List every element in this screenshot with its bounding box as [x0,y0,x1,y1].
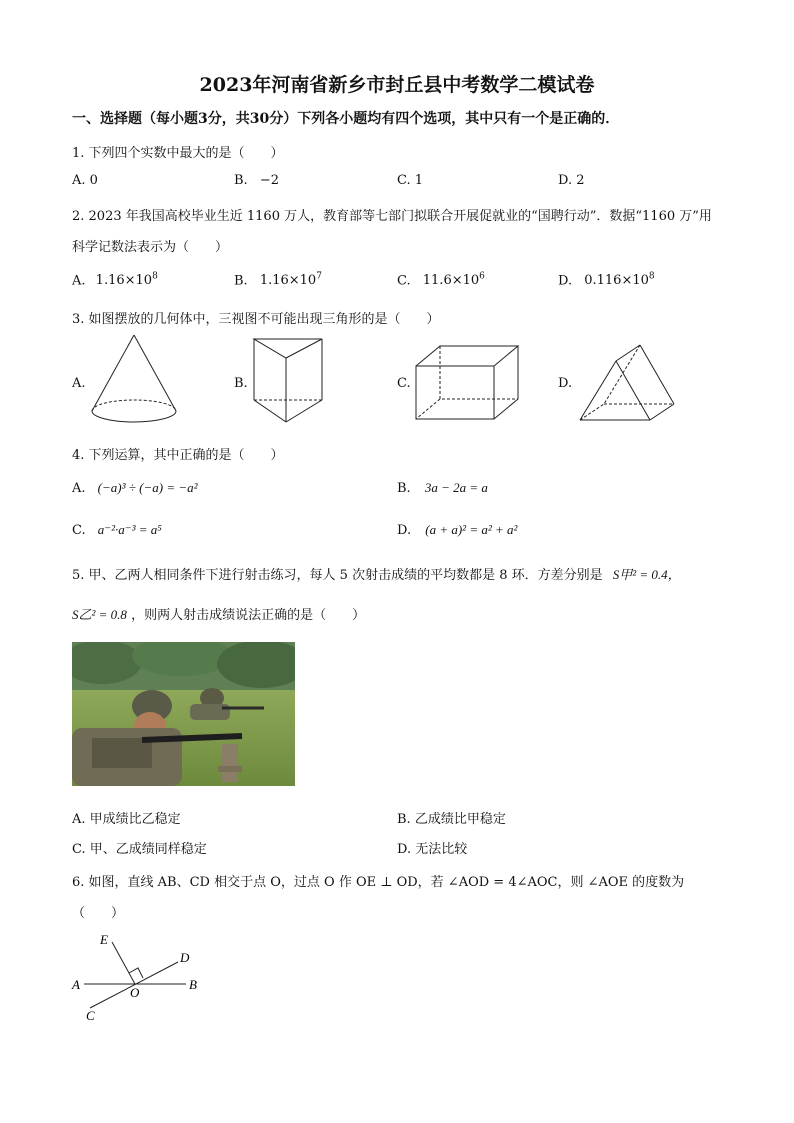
q4-option-c-expr: a⁻²·a⁻³ = a⁵ [97,522,162,537]
q5-option-b: B. 乙成绩比甲稳定 [397,812,506,827]
q1-option-b-label: B. [234,173,248,188]
q2-option-a-label: A. [72,273,86,289]
q2-option-b-label: B. [234,273,248,289]
q4-option-a [72,480,198,496]
label-b: B [189,977,197,992]
label-c: C [86,1008,95,1023]
q4-option-b-label: B. [397,481,411,496]
intersecting-lines-diagram [70,928,210,1028]
q4-option-c-label: C. [72,523,86,538]
question-5-stem-line2 [72,604,365,623]
variance-yi: S乙² = 0.8 [72,607,127,622]
page-title: 2023年河南省新乡市封丘县中考数学二模试卷 [199,74,595,96]
question-3-stem: 3. 如图摆放的几何体中，三视图不可能出现三角形的是（ ） [72,312,440,327]
q2-option-d-label: D. [558,273,573,289]
q4-option-d-label: D. [397,523,412,538]
question-4-stem: 4. 下列运算，其中正确的是（ ） [72,448,284,463]
q1-option-b-value: −2 [259,173,279,188]
q2-option-b [234,272,322,288]
question-1-stem: 1. 下列四个实数中最大的是（ ） [72,146,284,161]
variance-jia: S甲² = 0.4， [612,567,681,582]
q1-option-d: D. 2 [558,173,585,188]
q2-option-c-value: $11.6\times 10^6$ [422,272,485,289]
q1-option-a: A. 0 [72,173,98,188]
question-2-stem-line2: 科学记数法表示为（ ） [72,240,229,255]
label-d: D [180,950,190,965]
q2-option-d-value: $0.116\times 10^8$ [584,272,655,289]
q1-option-b [234,173,279,188]
question-2-stem-line1: 2. 2023 年我国高校毕业生近 1160 万人，教育部等七部门拟联合开展促就业的“国聘行动”．数据“1160 万”用 [72,209,712,224]
triangular-prism-figure [252,336,327,431]
label-e: E [100,932,108,947]
q2-option-c-label: C. [397,273,411,289]
q4-option-b [397,480,488,496]
q4-option-b-expr: 3a − 2a = a [424,480,488,495]
question-5-text: 5. 甲、乙两人相同条件下进行射击练习，每人 5 次射击成绩的平均数都是 8 环．方差分别是 [72,568,603,583]
question-5-text-2: ，则两人射击成绩说法正确的是（ ） [131,608,366,623]
cuboid-figure [414,344,524,424]
q2-option-c [397,272,485,288]
shooting-practice-photo [72,642,295,786]
q5-option-d: D. 无法比较 [397,842,468,857]
question-6-stem-line2: （ ） [72,906,125,921]
q3-option-d-label: D. [558,376,573,391]
q2-option-b-value: $1.16\times 10^7$ [259,272,322,289]
label-o: O [130,985,140,1000]
label-a: A [72,977,80,992]
cone-figure [88,333,188,428]
q2-option-d [558,272,655,288]
q5-option-a: A. 甲成绩比乙稳定 [72,812,181,827]
q3-option-b-label: B. [234,376,248,391]
question-5-stem-line1 [72,564,681,583]
lying-prism-figure [578,343,678,428]
section-heading: 一、选择题（每小题3分，共30分）下列各小题均有四个选项，其中只有一个是正确的． [72,111,620,127]
q4-option-a-expr: (−a)³ ÷ (−a) = −a² [97,480,198,495]
q2-option-a-value: $1.16\times 10^8$ [95,272,158,289]
q1-option-c: C. 1 [397,173,424,188]
q3-option-a-label: A. [72,376,86,391]
q2-option-a [72,272,158,288]
q4-option-d-expr: (a + a)² = a² + a² [425,522,518,537]
q4-option-a-label: A. [72,481,86,496]
q5-option-c: C. 甲、乙成绩同样稳定 [72,842,207,857]
q4-option-d [397,522,517,538]
q4-option-c [72,522,162,538]
q3-option-c-label: C. [397,376,411,391]
question-6-stem-line1: 6. 如图，直线 AB、CD 相交于点 O，过点 O 作 OE ⊥ OD，若 ∠AOD = 4∠AOC，则 ∠AOE 的度数为 [72,875,685,890]
